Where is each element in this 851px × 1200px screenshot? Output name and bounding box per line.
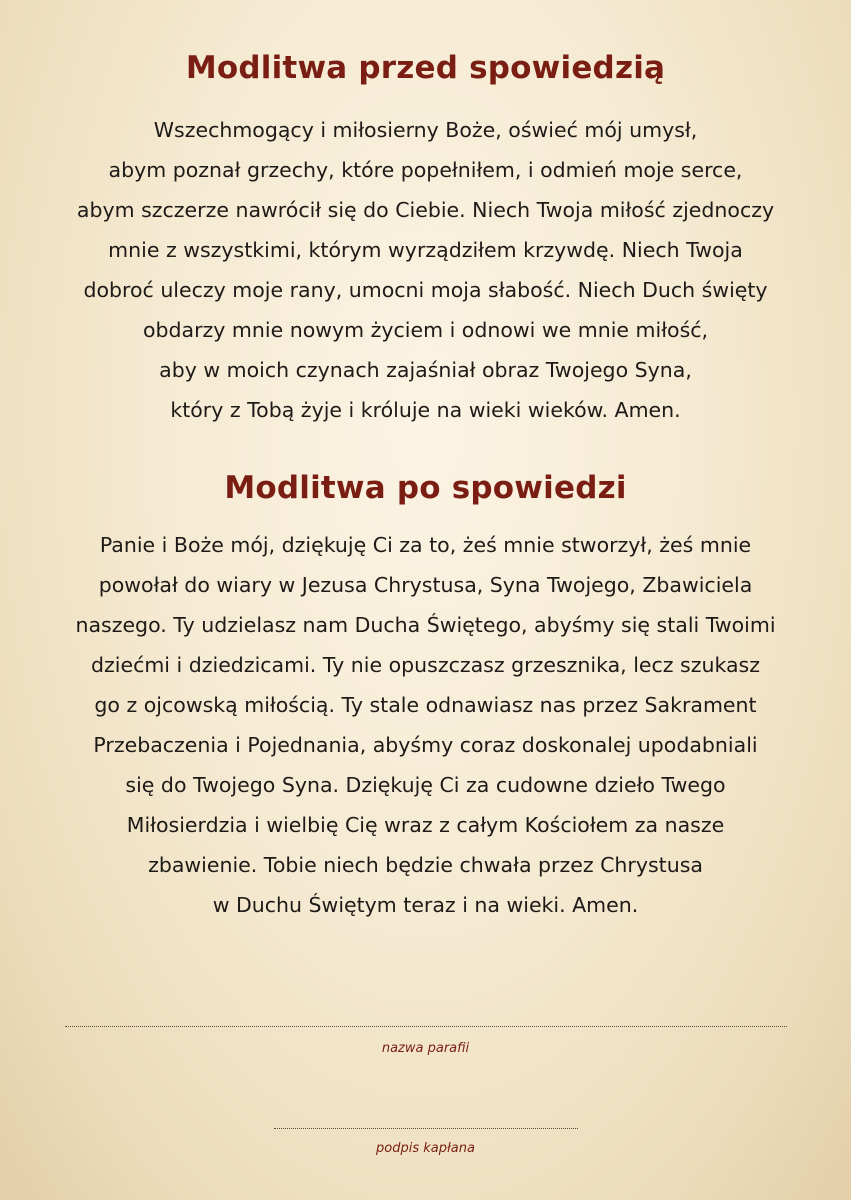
prayer-line: zbawienie. Tobie niech będzie chwała przez Chrystusa — [148, 853, 703, 877]
prayer-line: naszego. Ty udzielasz nam Ducha Świętego, abyśmy się stali Twoimi — [75, 613, 776, 637]
prayer-line: abym poznał grzechy, które popełniłem, i odmień moje serce, — [108, 158, 743, 182]
prayer-line: dziećmi i dziedzicami. Ty nie opuszczasz grzesznika, lecz szukasz — [90, 653, 760, 677]
prayer-line: abym szczerze nawrócił się do Ciebie. Niech Twoja miłość zjednoczy — [76, 198, 775, 222]
prayer-line: mnie z wszystkimi, którym wyrządziłem krzywdę. Niech Twoja — [108, 238, 743, 262]
parish-label: nazwa parafii — [381, 1041, 470, 1056]
priest-dotted-line — [274, 1128, 578, 1129]
priest-label: podpis kapłana — [376, 1141, 475, 1156]
prayer-line: który z Tobą żyje i króluje na wieki wieków. Amen. — [170, 398, 681, 422]
title-after-confession: Modlitwa po spowiedzi — [224, 470, 627, 506]
prayer-line: powołał do wiary w Jezusa Chrystusa, Syna Twojego, Zbawiciela — [98, 573, 753, 597]
prayer-line: go z ojcowską miłością. Ty stale odnawiasz nas przez Sakrament — [94, 693, 757, 717]
prayer-line: Miłosierdzia i wielbię Cię wraz z całym Kościołem za nasze — [126, 813, 725, 837]
prayer-after-confession — [40, 525, 811, 925]
prayer-before-confession — [40, 110, 811, 430]
prayer-line: Przebaczenia i Pojednania, abyśmy coraz doskonalej upodabniali — [93, 733, 758, 757]
prayer-line: w Duchu Świętym teraz i na wieki. Amen. — [212, 893, 639, 917]
prayer-line: Panie i Boże mój, dziękuję Ci za to, żeś mnie stworzył, żeś mnie — [99, 533, 752, 557]
parish-dotted-line — [65, 1026, 787, 1027]
prayer-line: aby w moich czynach zajaśniał obraz Twojego Syna, — [159, 358, 692, 382]
prayer-line: obdarzy mnie nowym życiem i odnowi we mnie miłość, — [142, 318, 709, 342]
prayer-line: się do Twojego Syna. Dziękuję Ci za cudowne dzieło Twego — [125, 773, 726, 797]
prayer-line: dobroć uleczy moje rany, umocni moja słabość. Niech Duch święty — [83, 278, 768, 302]
parish-signature-block — [0, 1026, 851, 1056]
priest-signature-block — [0, 1128, 851, 1156]
prayer-line: Wszechmogący i miłosierny Boże, oświeć mój umysł, — [153, 118, 698, 142]
title-before-confession: Modlitwa przed spowiedzią — [185, 50, 666, 86]
